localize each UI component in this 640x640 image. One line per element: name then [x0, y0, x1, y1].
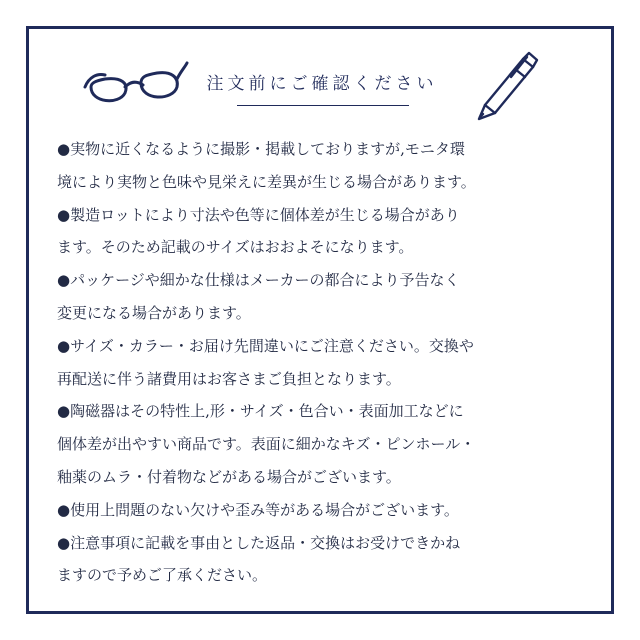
- notice-frame: [26, 26, 614, 614]
- pen-icon: [471, 47, 541, 123]
- notice-header: [29, 29, 611, 139]
- notice-line: 再配送に伴う諸費用はお客さまご負担となります。: [57, 369, 401, 388]
- title-underline: [237, 105, 409, 106]
- notice-line: ます。そのため記載のサイズはおおよそになります。: [57, 238, 414, 257]
- glasses-icon: [81, 57, 191, 113]
- notice-line: 個体差が出やすい商品です。表面に細かなキズ・ピンホール・: [57, 435, 476, 454]
- notice-title: 注文前にご確認ください: [206, 74, 438, 94]
- notice-line: ●サイズ・カラー・お届け先間違いにご注意ください。交換や: [57, 336, 474, 355]
- notice-body: [57, 133, 593, 592]
- notice-line: ●パッケージや細かな仕様はメーカーの都合により予告なく: [57, 271, 460, 290]
- notice-line: ●製造ロットにより寸法や色等に個体差が生じる場合があり: [57, 205, 460, 224]
- notice-line: 境により実物と色味や見栄えに差異が生じる場合があります。: [57, 172, 476, 191]
- notice-line: ●注意事項に記載を事由とした返品・交換はお受けできかね: [57, 533, 461, 552]
- notice-line: ますので予めご了承ください。: [57, 566, 268, 585]
- notice-line: ●陶磁器はその特性上,形・サイズ・色合い・表面加工などに: [57, 402, 464, 421]
- notice-line: ●使用上問題のない欠けや歪み等がある場合がございます。: [57, 500, 459, 519]
- notice-line: ●実物に近くなるように撮影・掲載しておりますが,モニタ環: [57, 140, 465, 158]
- notice-line: 釉薬のムラ・付着物などがある場合がございます。: [57, 467, 401, 486]
- notice-line: 変更になる場合があります。: [57, 303, 251, 322]
